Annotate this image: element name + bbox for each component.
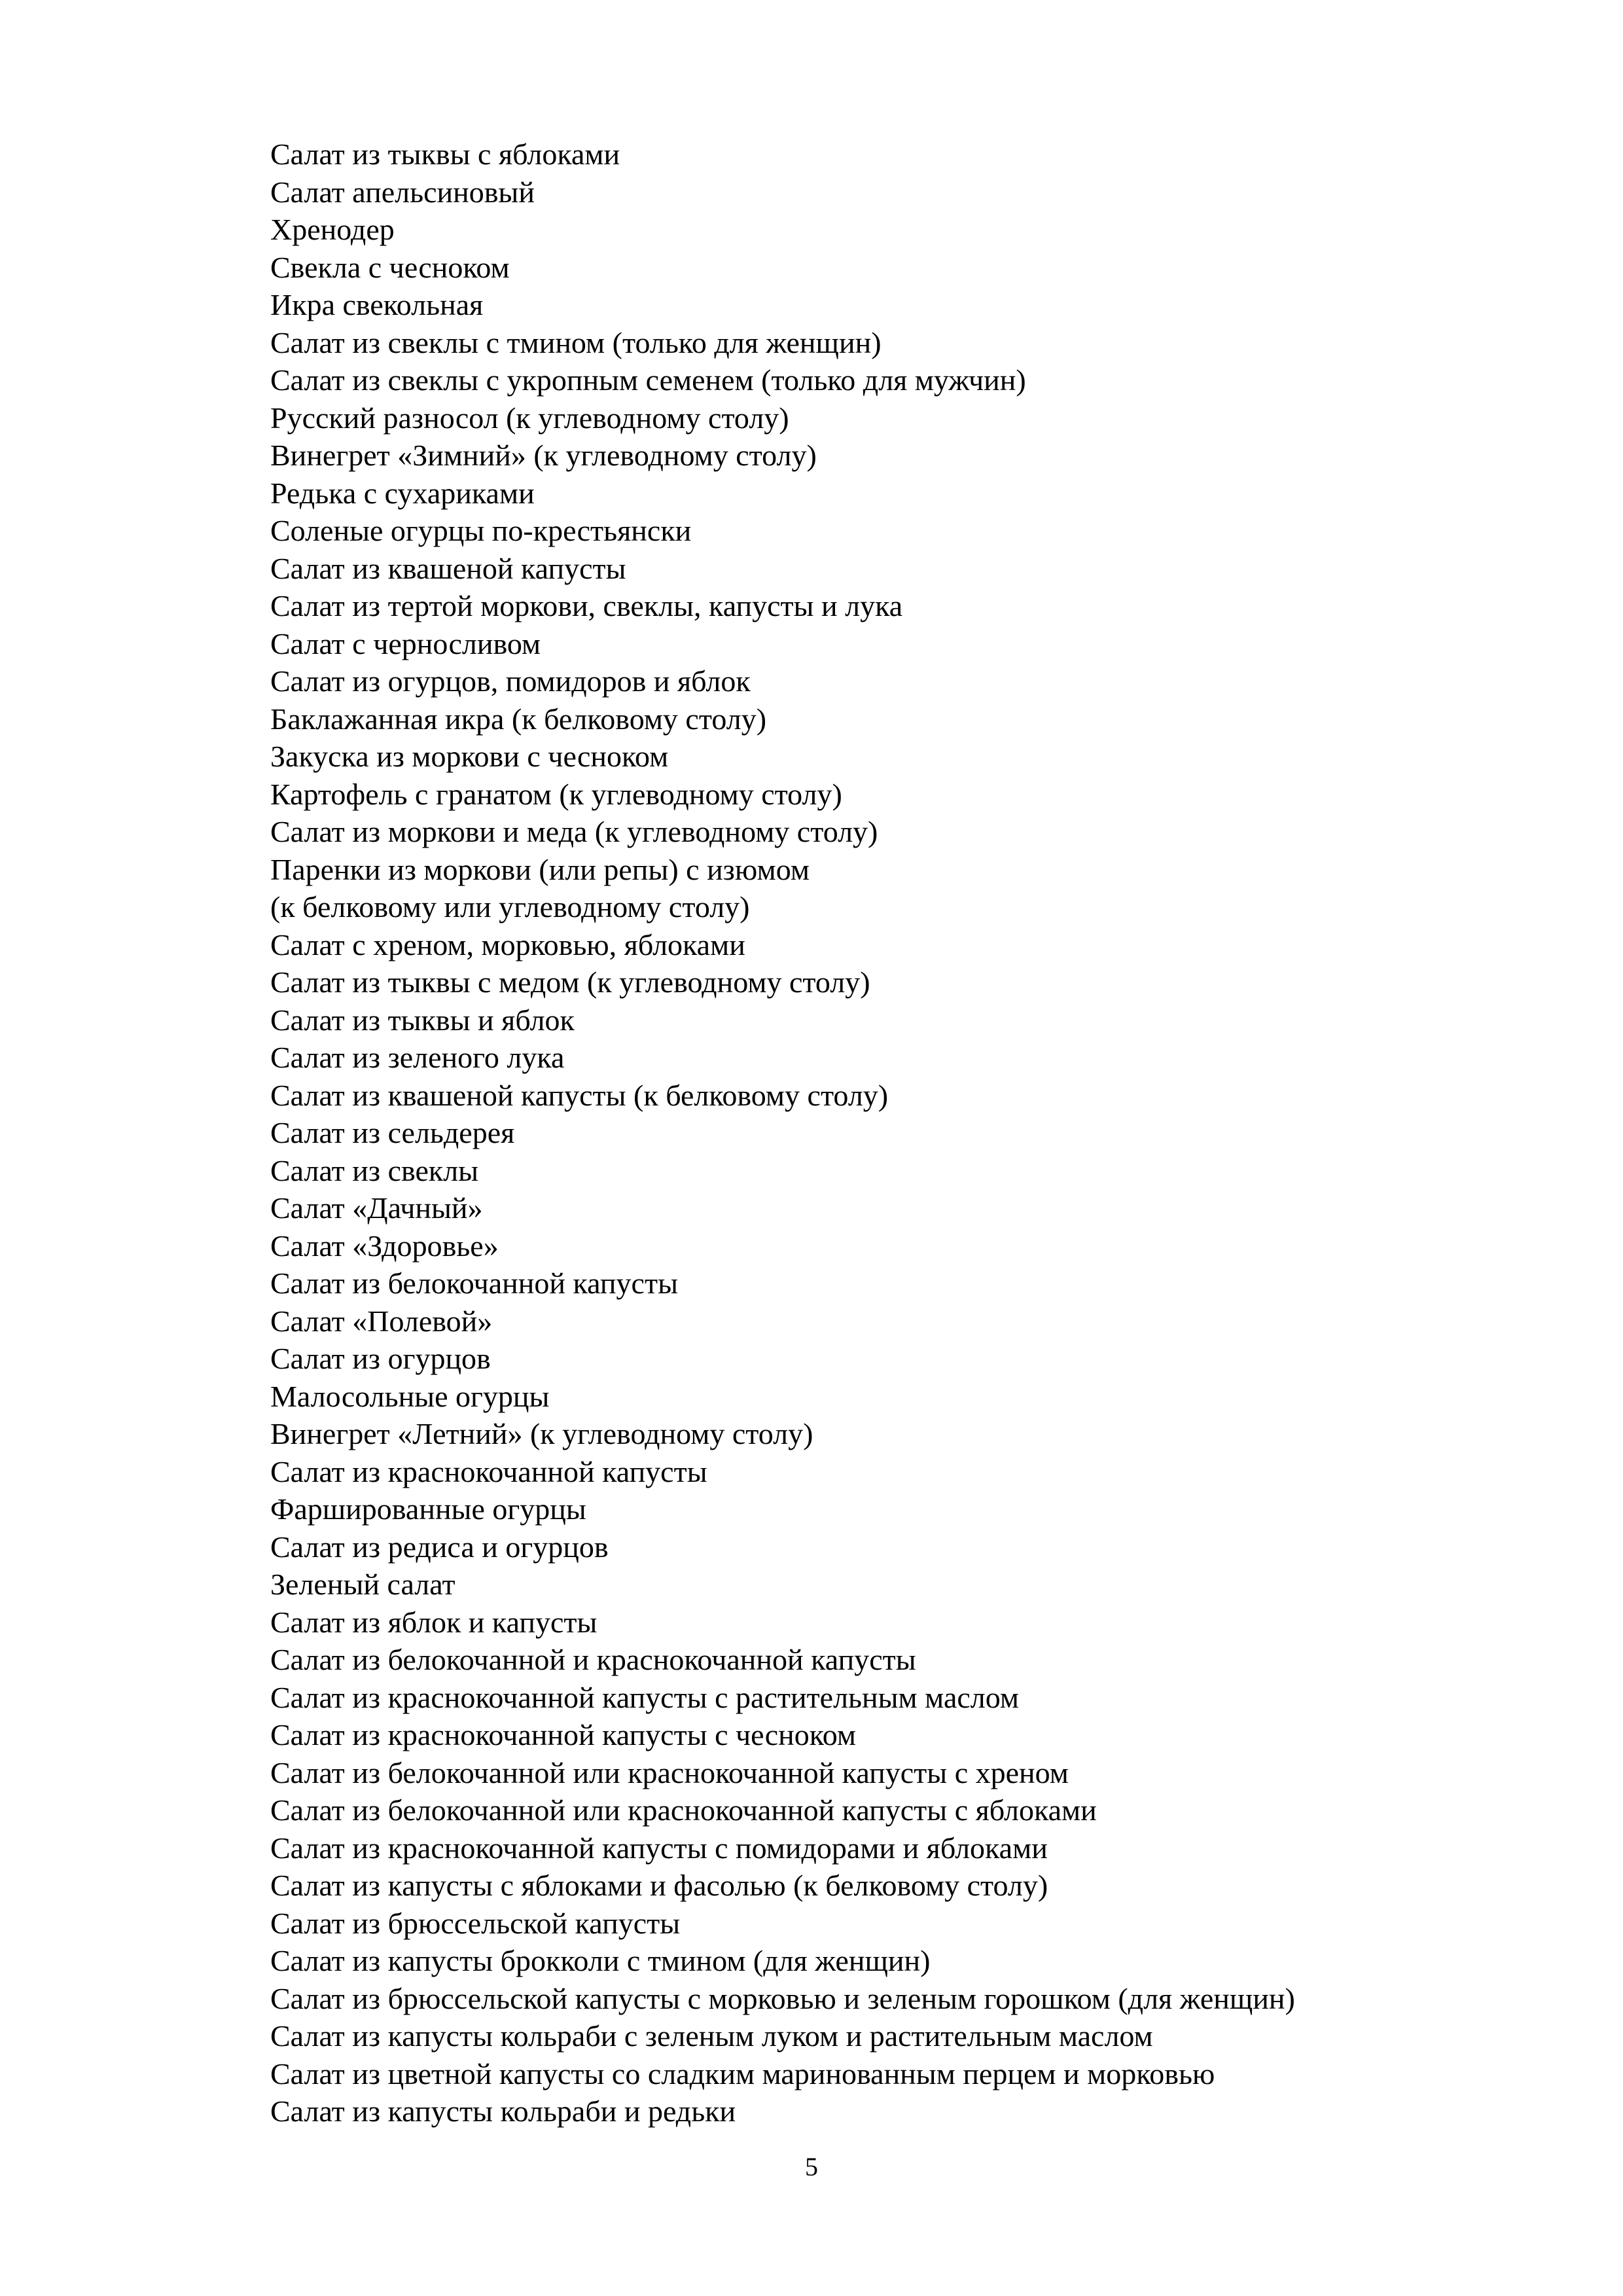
list-item: Салат из яблок и капусты — [270, 1605, 597, 1639]
list-item: Фаршированные огурцы — [270, 1492, 586, 1526]
list-item: Салат из белокочанной капусты — [270, 1266, 678, 1300]
list-item: Салат из тыквы с медом (к углеводному столу) — [270, 965, 870, 999]
list-item: Салат из сельдерея — [270, 1116, 515, 1149]
list-item: Салат из тертой моркови, свеклы, капусты и лука — [270, 589, 903, 622]
list-item: Салат из белокочанной или краснокочанной капусты с хреном — [270, 1755, 1069, 1789]
list-item: Салат из капусты с яблоками и фасолью (к белковому столу) — [270, 1869, 1048, 1902]
list-item: Салат из капусты брокколи с тмином (для женщин) — [270, 1944, 931, 1977]
list-item: Зеленый салат — [270, 1568, 455, 1601]
list-item: Салат из белокочанной или краснокочанной капусты с яблоками — [270, 1793, 1097, 1827]
list-item: Салат из брюссельской капусты — [270, 1906, 681, 1940]
list-item: Салат из квашеной капусты (к белковому столу) — [270, 1078, 889, 1112]
list-item: Салат из моркови и меда (к углеводному столу) — [270, 815, 878, 848]
list-item: (к белковому или углеводному столу) — [270, 890, 750, 924]
list-item: Икра свекольная — [270, 288, 484, 321]
list-item: Салат с черносливом — [270, 626, 541, 660]
list-item: Салат «Здоровье» — [270, 1229, 499, 1263]
list-item: Салат из краснокочанной капусты с растительным маслом — [270, 1680, 1019, 1714]
list-item: Салат из тыквы и яблок — [270, 1003, 575, 1037]
list-item: Винегрет «Зимний» (к углеводному столу) — [270, 439, 817, 472]
list-item: Салат «Полевой» — [270, 1304, 493, 1338]
list-item: Салат из капусты кольраби и редьки — [270, 2094, 736, 2128]
list-item: Салат из тыквы с яблоками — [270, 137, 620, 171]
list-item: Салат из свеклы с тмином (только для женщин) — [270, 325, 882, 359]
list-item: Салат «Дачный» — [270, 1191, 483, 1225]
list-item: Салат из краснокочанной капусты с помидорами и яблоками — [270, 1831, 1048, 1865]
list-item: Салат из зеленого лука — [270, 1041, 565, 1074]
list-item: Свекла с чесноком — [270, 250, 510, 284]
list-item: Салат из белокочанной и краснокочанной капусты — [270, 1643, 916, 1676]
list-item: Русский разносол (к углеводному столу) — [270, 401, 789, 435]
list-item: Салат из свеклы — [270, 1153, 479, 1187]
list-item: Хренодер — [270, 213, 395, 246]
list-item: Малосольные огурцы — [270, 1379, 550, 1413]
list-item: Редька с сухариками — [270, 476, 535, 510]
list-item: Салат из брюссельской капусты с морковью и зеленым горошком (для женщин) — [270, 1981, 1295, 2015]
recipe-list — [270, 135, 1295, 2130]
list-item: Салат из огурцов — [270, 1342, 491, 1375]
list-item: Салат из свеклы с укропным семенем (только для мужчин) — [270, 363, 1026, 397]
list-item: Салат из капусты кольраби с зеленым луком и растительным маслом — [270, 2019, 1153, 2053]
list-item: Салат с хреном, морковью, яблоками — [270, 927, 745, 961]
list-item: Паренки из моркови (или репы) с изюмом — [270, 852, 810, 886]
list-item: Картофель с гранатом (к углеводному столу) — [270, 777, 842, 811]
list-item: Салат из цветной капусты со сладким маринованным перцем и морковью — [270, 2056, 1215, 2090]
list-item: Салат из краснокочанной капусты с чесноком — [270, 1718, 857, 1751]
list-item: Салат из редиса и огурцов — [270, 1530, 609, 1564]
list-item: Закуска из моркови с чесноком — [270, 740, 669, 773]
list-item: Салат из огурцов, помидоров и яблок — [270, 664, 751, 698]
list-item: Соленые огурцы по-крестьянски — [270, 514, 692, 547]
list-item: Салат апельсиновый — [270, 175, 535, 209]
list-item: Винегрет «Летний» (к углеводному столу) — [270, 1417, 813, 1450]
list-item: Баклажанная икра (к белковому столу) — [270, 702, 767, 736]
page-number: 5 — [805, 2152, 818, 2181]
list-item: Салат из краснокочанной капусты — [270, 1454, 707, 1488]
list-item: Салат из квашеной капусты — [270, 551, 626, 585]
